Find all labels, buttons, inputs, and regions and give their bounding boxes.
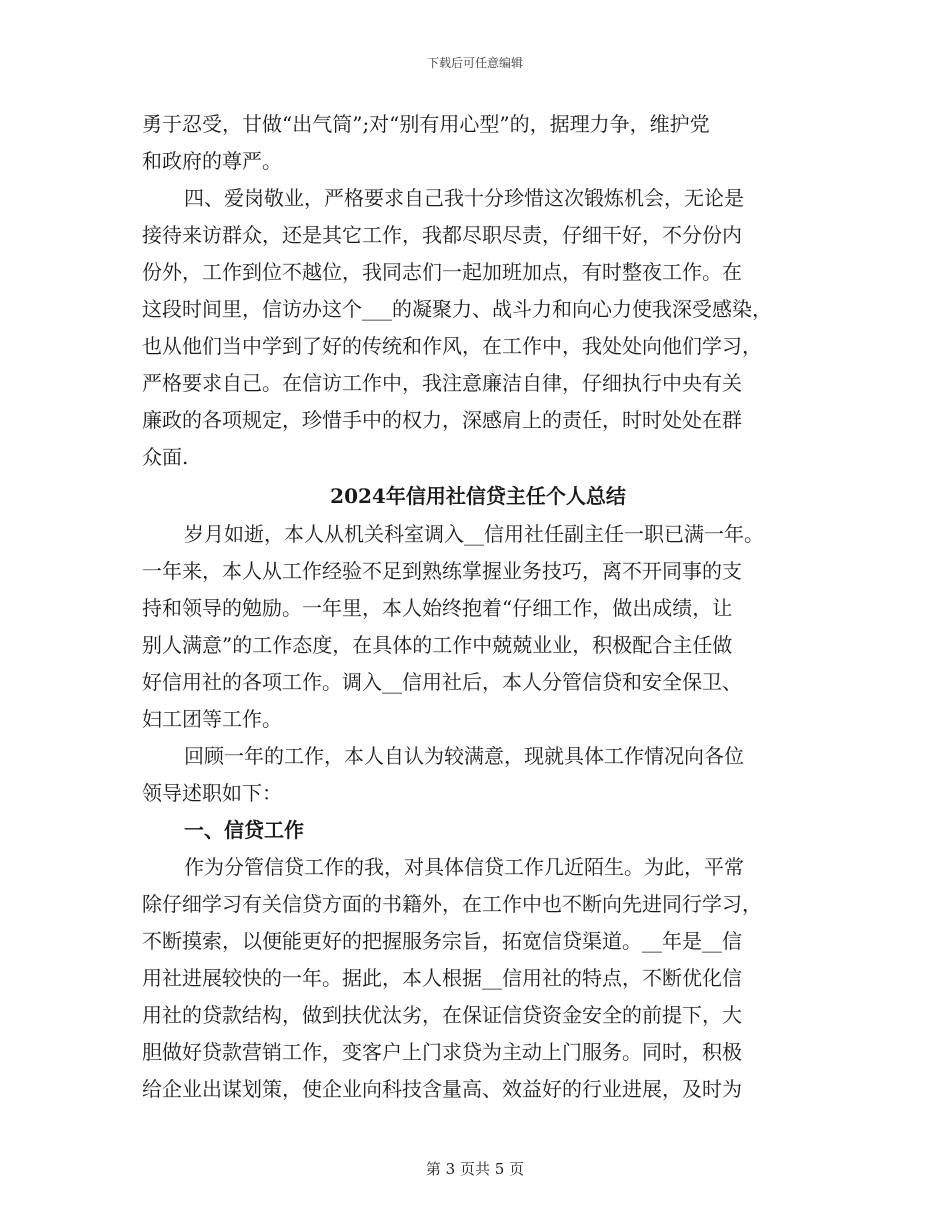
text-line: 别人满意”的工作态度，在具体的工作中兢兢业业，积极配合主任做 — [142, 633, 733, 657]
text-line: 和政府的尊严。 — [142, 149, 282, 173]
text-line: 用社的贷款结构，做到扶优汰劣，在保证信贷资金安全的前提下，大 — [142, 1003, 742, 1027]
text-line: 这段时间里，信访办这个___的凝聚力、战斗力和向心力使我深受感染， — [142, 297, 772, 321]
page-footer: 第 3 页共 5 页 — [425, 1160, 525, 1178]
text-line: 一年来，本人从工作经验不足到熟练掌握业务技巧，离不开同事的支 — [142, 559, 742, 583]
text-line: 胆做好贷款营销工作，变客户上门求贷为主动上门服务。同时，积极 — [142, 1040, 742, 1064]
text-line: 不断摸索，以便能更好的把握服务宗旨，拓宽信贷渠道。__年是__信 — [142, 929, 742, 953]
text-line: 用社进展较快的一年。据此，本人根据__信用社的特点，不断优化信 — [142, 966, 742, 990]
text-line: 四、爱岗敬业，严格要求自己我十分珍惜这次锻炼机会，无论是 — [184, 186, 744, 210]
text-line: 除仔细学习有关信贷方面的书籍外，在工作中也不断向先进同行学习， — [142, 892, 762, 916]
paragraph-credit — [142, 849, 814, 1108]
paragraph-continued — [142, 106, 814, 180]
text-line: 岁月如逝，本人从机关科室调入__信用社任副主任一职已满一年。 — [184, 522, 764, 546]
text-line: 份外，工作到位不越位，我同志们一起加班加点，有时整夜工作。在 — [142, 260, 742, 284]
text-line: 接待来访群众，还是其它工作，我都尽职尽责，仔细干好，不分份内 — [142, 223, 742, 247]
text-line: 作为分管信贷工作的我，对具体信贷工作几近陌生。为此，平常 — [184, 855, 744, 879]
text-line: 勇于忍受，甘做“出气筒”;对“别有用心型”的，据理力争，维护党 — [142, 112, 710, 136]
page-header: 下载后可任意编辑 — [426, 56, 523, 70]
section-heading: 一、信贷工作 — [184, 818, 304, 842]
text-line: 妇工团等工作。 — [142, 707, 282, 731]
paragraph-four — [142, 180, 814, 476]
text-line: 也从他们当中学到了好的传统和作风，在工作中，我处处向他们学习， — [142, 334, 762, 358]
text-line: 持和领导的勉励。一年里，本人始终抱着“仔细工作，做出成绩，让 — [142, 596, 733, 620]
text-line: 给企业出谋划策，使企业向科技含量高、效益好的行业进展，及时为 — [142, 1077, 742, 1101]
text-line: 严格要求自己。在信访工作中，我注意廉洁自律，仔细执行中央有关 — [142, 371, 742, 395]
paragraph-review — [142, 738, 814, 812]
text-line: 众面. — [142, 445, 189, 469]
text-line: 领导述职如下： — [142, 781, 282, 805]
text-line: 回顾一年的工作，本人自认为较满意，现就具体工作情况向各位 — [184, 744, 744, 768]
text-line: 好信用社的各项工作。调入__信用社后，本人分管信贷和安全保卫、 — [142, 670, 742, 694]
paragraph-intro — [142, 516, 814, 738]
document-title: 2024年信用社信贷主任个人总结 — [330, 484, 626, 508]
document-body — [142, 106, 814, 1108]
text-line: 廉政的各项规定，珍惜手中的权力，深感肩上的责任，时时处处在群 — [142, 408, 742, 432]
